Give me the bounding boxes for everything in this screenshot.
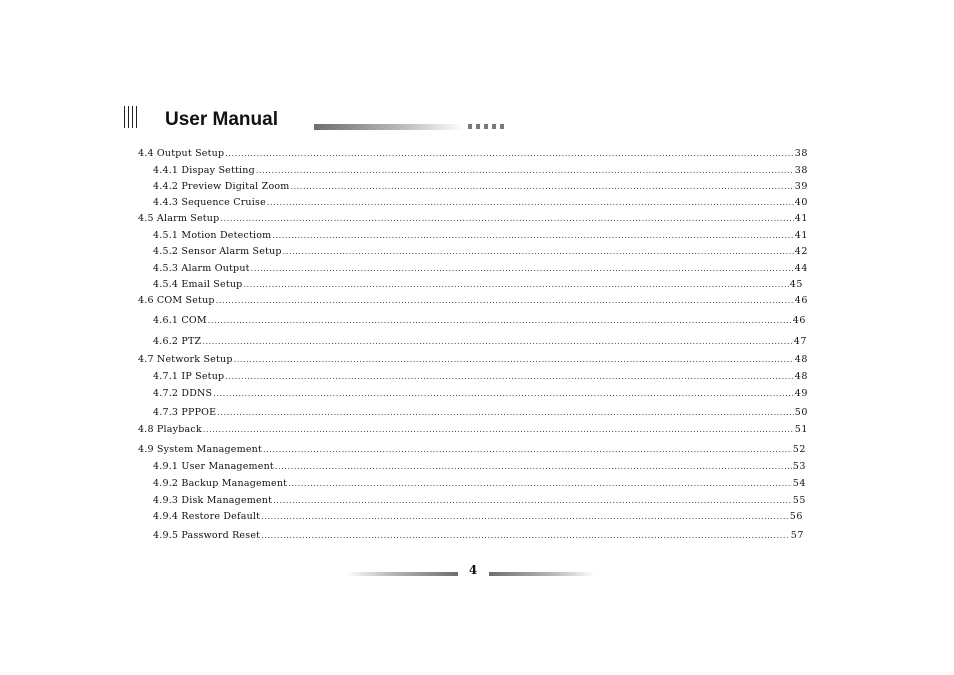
toc-entry-page: 54 — [792, 478, 806, 489]
toc-entry-label: 4.4.3 Sequence Cruise — [153, 197, 266, 208]
page-header — [0, 0, 954, 140]
toc-leader-dots — [225, 148, 793, 160]
toc-entry-page: 42 — [794, 246, 808, 257]
toc-leader-dots — [288, 478, 792, 490]
toc-entry[interactable] — [153, 279, 803, 291]
toc-leader-dots — [272, 230, 793, 242]
header-squares-decoration — [468, 124, 504, 129]
toc-entry[interactable] — [153, 511, 803, 523]
toc-entry-label: 4.4.2 Preview Digital Zoom — [153, 181, 290, 192]
toc-entry-page: 45 — [789, 279, 803, 290]
toc-entry[interactable] — [153, 461, 806, 473]
toc-entry-label: 4.7 Network Setup — [138, 354, 233, 365]
toc-entry[interactable] — [153, 230, 808, 242]
toc-entry-page: 56 — [789, 511, 803, 522]
toc-entry-label: 4.5.4 Email Setup — [153, 279, 243, 290]
toc-entry-label: 4.4.1 Dispay Setting — [153, 165, 255, 176]
toc-entry[interactable] — [153, 371, 808, 383]
toc-entry-page: 44 — [794, 263, 808, 274]
toc-entry[interactable] — [138, 354, 808, 366]
toc-entry[interactable] — [138, 213, 808, 225]
toc-entry-page: 47 — [793, 336, 807, 347]
toc-entry-label: 4.9.3 Disk Management — [153, 495, 273, 506]
toc-entry-page: 53 — [792, 461, 806, 472]
toc-entry-page: 46 — [794, 295, 808, 306]
toc-leader-dots — [283, 246, 794, 258]
toc-entry-label: 4.9.4 Restore Default — [153, 511, 261, 522]
toc-entry-page: 41 — [794, 213, 808, 224]
toc-leader-dots — [275, 461, 792, 473]
toc-entry-label: 4.6.2 PTZ — [153, 336, 202, 347]
toc-leader-dots — [217, 407, 793, 419]
toc-entry-label: 4.7.2 DDNS — [153, 388, 213, 399]
toc-entry-page: 40 — [794, 197, 808, 208]
toc-entry[interactable] — [153, 336, 807, 348]
toc-entry[interactable] — [138, 148, 808, 160]
toc-entry[interactable] — [153, 315, 806, 327]
toc-entry-page: 38 — [794, 148, 808, 159]
toc-entry-label: 4.9.1 User Management — [153, 461, 274, 472]
footer-right-bar — [489, 572, 595, 576]
toc-entry-label: 4.7.3 PPPOE — [153, 407, 217, 418]
toc-entry[interactable] — [138, 295, 808, 307]
toc-entry[interactable] — [153, 478, 806, 490]
toc-entry-label: 4.6 COM Setup — [138, 295, 215, 306]
toc-entry-page: 46 — [792, 315, 806, 326]
toc-leader-dots — [263, 444, 792, 456]
toc-leader-dots — [216, 295, 794, 307]
toc-entry-label: 4.9.2 Backup Management — [153, 478, 288, 489]
toc-entry-page: 49 — [794, 388, 808, 399]
toc-entry-label: 4.7.1 IP Setup — [153, 371, 225, 382]
toc-entry-page: 48 — [794, 354, 808, 365]
page-number: 4 — [468, 563, 478, 577]
header-bars-icon — [124, 106, 140, 128]
toc-leader-dots — [267, 197, 794, 209]
toc-entry-label: 4.6.1 COM — [153, 315, 207, 326]
toc-entry-label: 4.5.1 Motion Detectiom — [153, 230, 272, 241]
toc-leader-dots — [251, 263, 794, 275]
toc-entry-page: 41 — [794, 230, 808, 241]
toc-entry[interactable] — [153, 388, 808, 400]
toc-entry[interactable] — [153, 495, 806, 507]
toc-entry-page: 51 — [794, 424, 808, 435]
toc-entry-page: 39 — [794, 181, 808, 192]
toc-entry-page: 55 — [792, 495, 806, 506]
toc-entry-page: 38 — [794, 165, 808, 176]
toc-leader-dots — [208, 315, 792, 327]
toc-leader-dots — [203, 424, 794, 436]
toc-leader-dots — [256, 165, 794, 177]
toc-entry-page: 57 — [790, 530, 804, 541]
page-title: User Manual — [165, 109, 278, 130]
toc-leader-dots — [261, 511, 789, 523]
toc-entry[interactable] — [153, 165, 808, 177]
toc-entry-label: 4.8 Playback — [138, 424, 202, 435]
toc-leader-dots — [213, 388, 793, 400]
toc-entry-label: 4.5.3 Alarm Output — [153, 263, 250, 274]
toc-entry-page: 50 — [794, 407, 808, 418]
toc-entry-label: 4.9.5 Password Reset — [153, 530, 261, 541]
toc-entry[interactable] — [138, 424, 808, 436]
toc-leader-dots — [273, 495, 792, 507]
toc-leader-dots — [243, 279, 788, 291]
toc-leader-dots — [225, 371, 793, 383]
toc-entry-page: 52 — [792, 444, 806, 455]
toc-leader-dots — [234, 354, 794, 366]
toc-entry[interactable] — [153, 197, 808, 209]
toc-entry-label: 4.5.2 Sensor Alarm Setup — [153, 246, 282, 257]
header-gradient-bar — [314, 124, 464, 130]
toc-entry[interactable] — [153, 407, 808, 419]
toc-entry-label: 4.9 System Management — [138, 444, 262, 455]
toc-entry[interactable] — [153, 263, 808, 275]
toc-entry-label: 4.5 Alarm Setup — [138, 213, 220, 224]
toc-entry[interactable] — [153, 530, 804, 542]
toc-entry[interactable] — [138, 444, 806, 456]
toc-leader-dots — [202, 336, 792, 348]
toc-leader-dots — [220, 213, 793, 225]
toc-entry-label: 4.4 Output Setup — [138, 148, 225, 159]
toc-leader-dots — [291, 181, 794, 193]
toc-entry[interactable] — [153, 246, 808, 258]
toc-entry[interactable] — [153, 181, 808, 193]
footer-left-bar — [346, 572, 458, 576]
toc-leader-dots — [261, 530, 790, 542]
toc-entry-page: 48 — [794, 371, 808, 382]
